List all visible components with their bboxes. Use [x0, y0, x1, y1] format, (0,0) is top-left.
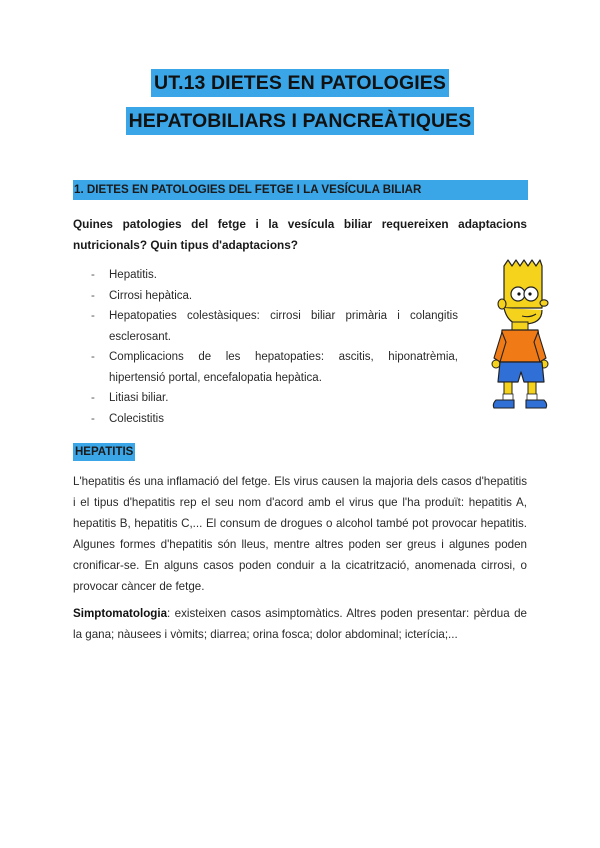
symptoms-text: : existeixen casos asimptomàtics. Altres poden presentar: pèrdua de la gana; nàusees i vòmits; diarrea; orina fosca; dolor abdominal; icterícia;...: [73, 607, 527, 641]
symptoms-paragraph: [73, 603, 527, 645]
pathology-list: [91, 265, 458, 429]
page-title-text-1: UT.13 DIETES EN PATOLOGIES: [151, 69, 449, 97]
list-item: - Complicacions de les hepatopaties: ascitis, hiponatrèmia, hipertensió portal, encefalopatia hepàtica.: [91, 347, 458, 388]
hepatitis-paragraph: L'hepatitis és una inflamació del fetge. Els virus causen la majoria dels casos d'hepatitis i el tipus d'hepatitis rep el seu nom d'acord amb el virus que l'ha produït: hepatitis A, hepatitis B, hepatitis C,... El consum de drogues o alcohol també pot provocar hepatitis. Algunes formes d'hepatitis són lleus, mentre altres poden ser greus i algunes poden cronificar-se. En alguns casos poden conduir a la cicatrització, anomenada cirrosi, o provocar càncer de fetge.: [73, 475, 527, 593]
section-heading: 1. DIETES EN PATOLOGIES DEL FETGE I LA VESÍCULA BILIAR: [73, 180, 528, 200]
cartoon-character-illustration: [488, 258, 558, 414]
page-title-line-1: [0, 72, 600, 95]
symptoms-label: Simptomatologia: [73, 607, 168, 620]
list-item: - Hepatitis.: [91, 265, 458, 286]
list-item: - Hepatopaties colestàsiques: cirrosi biliar primària i colangitis esclerosant.: [91, 306, 458, 347]
list-item: - Cirrosi hepàtica.: [91, 286, 458, 307]
list-item: - Litiasi biliar.: [91, 388, 458, 409]
section-question: Quines patologies del fetge i la vesícula biliar requereixen adaptacions nutricionals? Quin tipus d'adaptacions?: [73, 217, 527, 252]
page-title-line-2: [0, 110, 600, 133]
page-title-text-2: HEPATOBILIARS I PANCREÀTIQUES: [126, 107, 475, 135]
list-item: - Colecistitis: [91, 409, 458, 430]
hepatitis-heading: HEPATITIS: [73, 443, 135, 461]
